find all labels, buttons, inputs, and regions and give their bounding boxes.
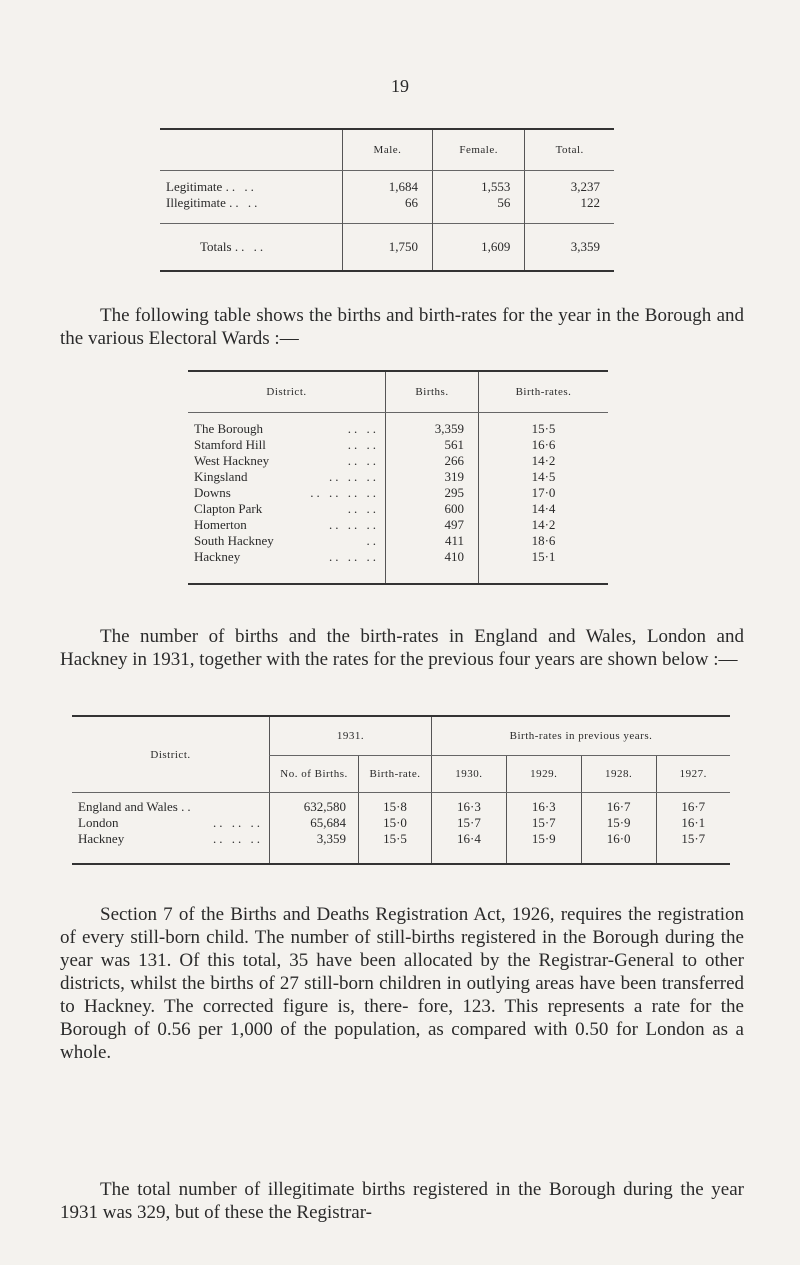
rate-value: 18·6 <box>479 533 609 549</box>
births-value: 632,580 <box>270 793 359 816</box>
rate-1928: 16·0 <box>581 831 656 864</box>
legitimacy-table <box>160 128 614 272</box>
header-district: District. <box>72 716 270 793</box>
header-district: District. <box>188 371 386 413</box>
rate-1930: 16·4 <box>432 831 507 864</box>
table-row: Illegitimate .. .. 66 56 122 <box>160 195 614 224</box>
rate-value: 15·1 <box>479 549 609 584</box>
table-row: Hackney .. .. .. 410 15·1 <box>188 549 608 584</box>
rate-value: 14·2 <box>479 453 609 469</box>
table-row: Stamford Hill .. .. 561 16·6 <box>188 437 608 453</box>
ward-births-table <box>188 370 608 585</box>
header-1931: 1931. <box>270 716 432 756</box>
district-name: London <box>78 815 119 830</box>
header-no-of-births: No. of Births. <box>270 756 359 793</box>
cell-total: 3,237 <box>525 171 614 196</box>
cell-male: 66 <box>343 195 433 224</box>
header-1928: 1928. <box>581 756 656 793</box>
header-birth-rates: Birth-rates. <box>479 371 609 413</box>
totals-male: 1,750 <box>343 224 433 272</box>
cell-female: 56 <box>432 195 524 224</box>
cell-male: 1,684 <box>343 171 433 196</box>
row-label: Legitimate <box>166 179 223 194</box>
district-name: West Hackney <box>194 453 270 468</box>
rate-1928: 15·9 <box>581 815 656 831</box>
header-previous-years: Birth-rates in previous years. <box>432 716 731 756</box>
district-name: Downs <box>194 485 231 500</box>
cell-female: 1,553 <box>432 171 524 196</box>
births-value: 3,359 <box>386 413 479 438</box>
paragraph-intro-wards: The following table shows the births and birth-rates for the year in the Borough and the various Electoral Wards :— <box>60 305 744 349</box>
rate-value: 15·0 <box>359 815 432 831</box>
table-row: West Hackney .. .. 266 14·2 <box>188 453 608 469</box>
table-row: The Borough .. .. 3,359 15·5 <box>188 413 608 438</box>
district-name: England and Wales <box>78 799 178 814</box>
district-name: Stamford Hill <box>194 437 266 452</box>
paragraph-illegitimate-births: The total number of illegitimate births registered in the Borough during the year 1931 was 329, but of these the Registrar- <box>60 1179 744 1223</box>
table-row: South Hackney .. 411 18·6 <box>188 533 608 549</box>
district-name: South Hackney <box>194 533 274 548</box>
header-births: Births. <box>386 371 479 413</box>
rate-value: 14·2 <box>479 517 609 533</box>
births-value: 497 <box>386 517 479 533</box>
births-value: 410 <box>386 549 479 584</box>
header-1927: 1927. <box>656 756 730 793</box>
rate-value: 15·5 <box>359 831 432 864</box>
header-1930: 1930. <box>432 756 507 793</box>
births-value: 319 <box>386 469 479 485</box>
rate-value: 17·0 <box>479 485 609 501</box>
rate-1927: 15·7 <box>656 831 730 864</box>
rate-1927: 16·7 <box>656 793 730 816</box>
table-row: London .. .. .. 65,684 15·0 15·7 15·7 15·9 16·1 <box>72 815 730 831</box>
births-value: 561 <box>386 437 479 453</box>
totals-row: Totals .. .. 1,750 1,609 3,359 <box>160 224 614 272</box>
rate-value: 16·6 <box>479 437 609 453</box>
rate-1929: 15·9 <box>506 831 581 864</box>
district-name: Hackney <box>194 549 241 564</box>
header-male: Male. <box>343 129 433 171</box>
district-name: Clapton Park <box>194 501 263 516</box>
table-row: Homerton .. .. .. 497 14·2 <box>188 517 608 533</box>
totals-label: Totals <box>200 239 232 254</box>
rate-value: 15·5 <box>479 413 609 438</box>
table-row: Hackney .. .. .. 3,359 15·5 16·4 15·9 16·0 15·7 <box>72 831 730 864</box>
header-total: Total. <box>525 129 614 171</box>
paragraph-intro-comparison: The number of births and the birth-rates in England and Wales, London and Hackney in 1931, together with the rates for the previous four years are shown below :— <box>60 626 744 670</box>
rate-1930: 15·7 <box>432 815 507 831</box>
table-row: England and Wales .. 632,580 15·8 16·3 16·3 16·7 16·7 <box>72 793 730 816</box>
district-name: Homerton <box>194 517 247 532</box>
header-birth-rate: Birth-rate. <box>359 756 432 793</box>
births-value: 295 <box>386 485 479 501</box>
births-value: 65,684 <box>270 815 359 831</box>
paragraph-still-births: Section 7 of the Births and Deaths Registration Act, 1926, requires the registration of every still-born child. The number of still-births registered in the Borough during the year was 131. Of this total, 35 have been allocated by the Registrar-General to other districts, whilst the births of 27 still-born children in outlying areas have been transferred to Hackney. The corrected figure is, there- fore, 123. This represents a rate for the Borough of 0.56 per 1,000 of the population, as compared with 0.50 for London as a whole. <box>60 904 744 1063</box>
births-value: 600 <box>386 501 479 517</box>
rate-1927: 16·1 <box>656 815 730 831</box>
rate-value: 14·5 <box>479 469 609 485</box>
totals-total: 3,359 <box>525 224 614 272</box>
comparison-table <box>72 715 730 865</box>
district-name: The Borough <box>194 421 263 436</box>
cell-total: 122 <box>525 195 614 224</box>
table-row: Legitimate .. .. 1,684 1,553 3,237 <box>160 171 614 196</box>
district-name: Hackney <box>78 831 125 846</box>
totals-female: 1,609 <box>432 224 524 272</box>
rate-1929: 15·7 <box>506 815 581 831</box>
table-row: Clapton Park .. .. 600 14·4 <box>188 501 608 517</box>
table-row: Downs .. .. .. .. 295 17·0 <box>188 485 608 501</box>
header-1929: 1929. <box>506 756 581 793</box>
row-label: Illegitimate <box>166 195 226 210</box>
header-female: Female. <box>432 129 524 171</box>
births-value: 3,359 <box>270 831 359 864</box>
rate-1930: 16·3 <box>432 793 507 816</box>
rate-value: 14·4 <box>479 501 609 517</box>
page-number: 19 <box>391 76 409 96</box>
district-name: Kingsland <box>194 469 248 484</box>
births-value: 266 <box>386 453 479 469</box>
rate-value: 15·8 <box>359 793 432 816</box>
rate-1928: 16·7 <box>581 793 656 816</box>
rate-1929: 16·3 <box>506 793 581 816</box>
births-value: 411 <box>386 533 479 549</box>
table-row: Kingsland .. .. .. 319 14·5 <box>188 469 608 485</box>
